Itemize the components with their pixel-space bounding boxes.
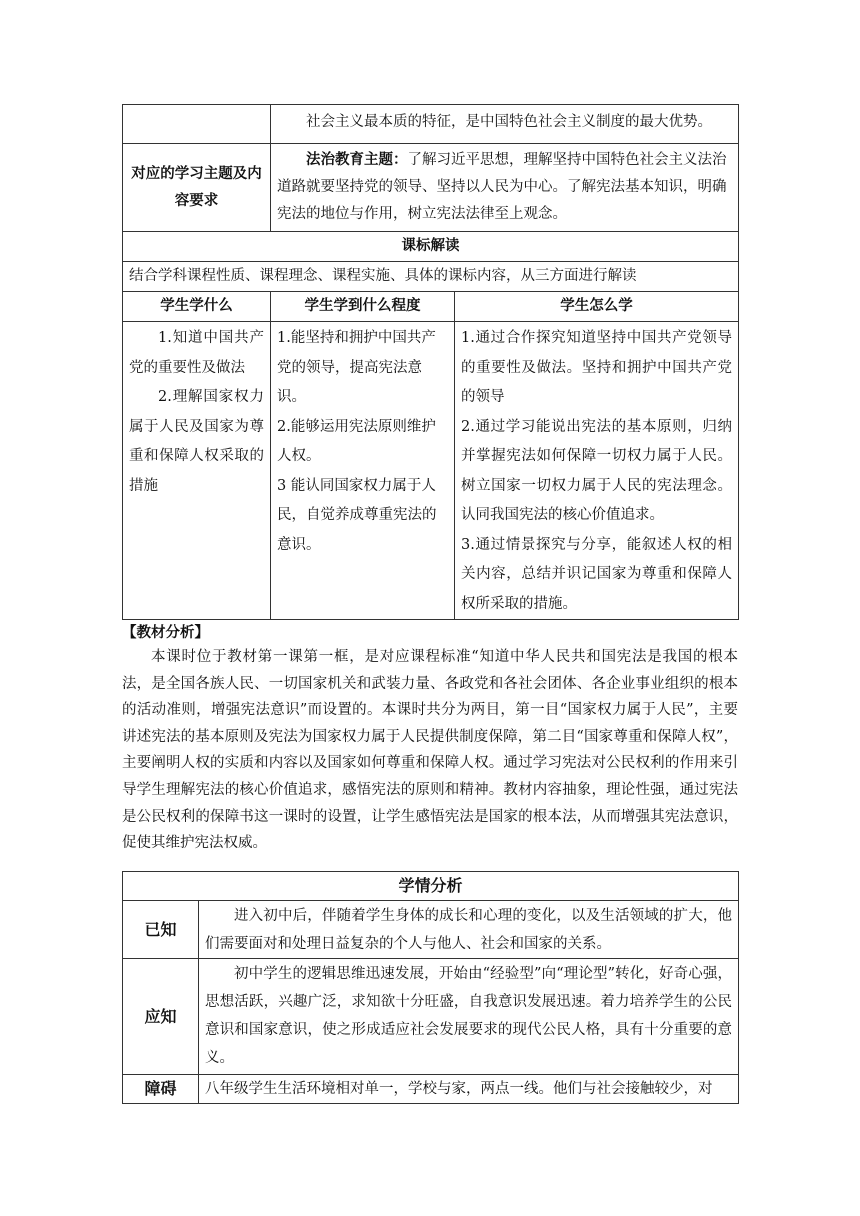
textbook-analysis-body: 本课时位于教材第一课第一框，是对应课程标准“知道中华人民共和国宪法是我国的根本法，是全国各族人民、一切国家机关和武装力量、各政党和各社会团体、各企业事业组织的根本的活动准则，增强宪法意识”而设置的。本课时共分为两目，第一目“国家权力属于人民”，主要讲述宪法的基本原则及宪法为国家权力属于人民提供制度保障，第二目“国家尊重和保障人权”，主要阐明人权的实质和内容以及国家如何尊重和保障人权。通过学习宪法对公民权利的作用来引导学生理解宪法的核心价值追求，感悟宪法的原则和精神。教材内容抽象，理论性强，通过宪法是公民权利的保障书这一课时的设置，让学生感悟宪法是国家的根本法，从而增强其宪法意识，促使其维护宪法权威。 [122,649,738,852]
how-cell [455,322,739,620]
theme-label: 对应的学习主题及内容要求 [123,144,271,232]
row-label: 应知 [123,959,199,1075]
top-row-text: 社会主义最本质的特征，是中国特色社会主义制度的最大优势。 [271,105,739,144]
degree-item: 2.能够运用宪法原则维护人权。 [277,418,436,464]
how-item: 3.通过情景探究与分享，能叙述人权的相关内容，总结并识记国家为尊重和保障人权所采取的措施。 [461,536,732,612]
curriculum-table [122,104,739,620]
column-header: 学生学到什么程度 [271,292,455,322]
table-row [123,144,739,232]
interpretation-title: 课标解读 [123,232,739,262]
table-row [123,959,739,1075]
textbook-analysis-heading: 【教材分析】 [122,624,209,641]
what-item: 2.理解国家权力属于人民及国家为尊重和保障人权采取的措施 [129,389,264,494]
table-row [123,322,739,620]
row-text: 进入初中后，伴随着学生身体的成长和心理的变化，以及生活领域的扩大，他们需要面对和处理日益复杂的个人与他人、社会和国家的关系。 [199,901,739,959]
table-row [123,262,739,292]
learner-analysis-table [122,871,739,1104]
degree-item: 3 能认同国家权力属于人民，自觉养成尊重宪法的意识。 [277,477,437,553]
theme-text: 了解习近平思想，理解坚持中国特色社会主义法治道路就要坚持党的领导、坚持以人民为中心。了解宪法基本知识，明确宪法的地位与作用，树立宪法法律至上观念。 [277,152,727,222]
row-label: 已知 [123,901,199,959]
table-row [123,872,739,901]
what-cell [123,322,271,620]
interpretation-intro: 结合学科课程性质、课程理念、课程实施、具体的课标内容，从三方面进行解读 [123,262,739,292]
how-item: 1.通过合作探究知道坚持中国共产党领导的重要性及做法。坚持和拥护中国共产党的领导 [461,330,732,405]
table-row [123,901,739,959]
theme-content [271,144,739,232]
column-header: 学生怎么学 [455,292,739,322]
table-row [123,232,739,262]
table-row [123,1075,739,1104]
column-header: 学生学什么 [123,292,271,322]
learner-analysis-title: 学情分析 [123,872,739,901]
row-label: 障碍 [123,1075,199,1104]
row-text: 八年级学生生活环境相对单一，学校与家，两点一线。他们与社会接触较少，对 [199,1075,739,1104]
table-header-row [123,292,739,322]
degree-cell [271,322,455,620]
degree-item: 1.能坚持和拥护中国共产党的领导，提高宪法意识。 [277,330,436,405]
empty-label-cell [123,105,271,144]
row-text: 初中学生的逻辑思维迅速发展，开始由“经验型”向“理论型”转化，好奇心强，思想活跃，兴趣广泛，求知欲十分旺盛，自我意识发展迅速。着力培养学生的公民意识和国家意识，使之形成适应社会发展要求的现代公民人格，具有十分重要的意义。 [199,959,739,1075]
how-item: 2.通过学习能说出宪法的基本原则，归纳并掌握宪法如何保障一切权力属于人民。树立国家一切权力属于人民的宪法理念。认同我国宪法的核心价值追求。 [461,418,732,523]
theme-bold-label: 法治教育主题： [306,152,408,168]
table-row [123,105,739,144]
what-item: 1.知道中国共产党的重要性及做法 [129,330,264,376]
